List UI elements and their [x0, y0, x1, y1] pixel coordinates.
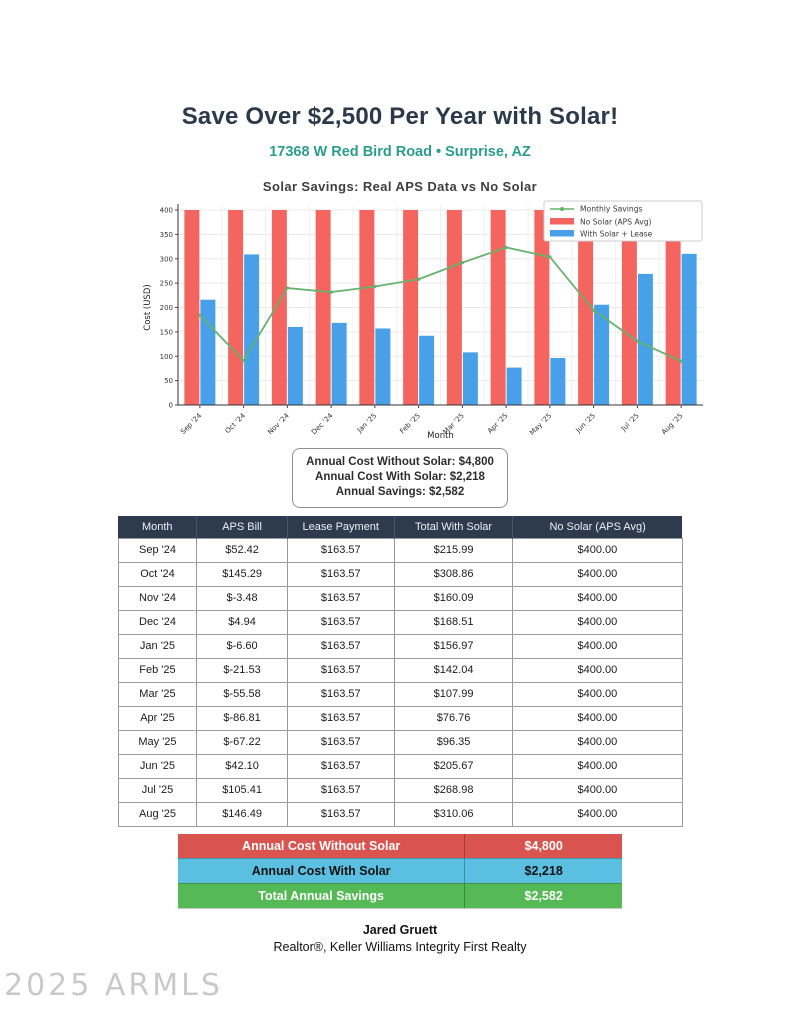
- table-cell: $4.94: [197, 610, 287, 634]
- table-row: [118, 586, 682, 610]
- table-cell: $163.57: [287, 658, 394, 682]
- svg-text:Nov '24: Nov '24: [266, 411, 291, 437]
- table-cell: $163.57: [287, 778, 394, 802]
- summary-label: Total Annual Savings: [178, 883, 465, 908]
- svg-text:100: 100: [159, 352, 173, 361]
- table-cell: $215.99: [394, 538, 512, 562]
- table-header-cell: No Solar (APS Avg): [513, 516, 682, 539]
- page-title: Save Over $2,500 Per Year with Solar!: [181, 103, 619, 130]
- table-cell: $163.57: [287, 538, 394, 562]
- table-cell: $145.29: [197, 562, 287, 586]
- svg-text:Apr '25: Apr '25: [486, 411, 510, 436]
- summary-value: $2,582: [465, 883, 622, 908]
- table-cell: Dec '24: [118, 610, 197, 634]
- table-cell: Aug '25: [118, 802, 197, 826]
- table-cell: $163.57: [287, 610, 394, 634]
- table-cell: Jan '25: [118, 634, 197, 658]
- table-cell: $-3.48: [197, 586, 287, 610]
- svg-text:Monthly Savings: Monthly Savings: [580, 204, 643, 214]
- table-cell: $163.57: [287, 682, 394, 706]
- annotation-line-savings: Annual Savings: $2,582: [335, 486, 465, 499]
- table-cell: $163.57: [287, 754, 394, 778]
- table-cell: Apr '25: [118, 706, 197, 730]
- svg-text:Dec '24: Dec '24: [310, 411, 335, 437]
- table-cell: $400.00: [513, 754, 682, 778]
- table-cell: Sep '24: [118, 538, 197, 562]
- table-cell: $400.00: [513, 730, 682, 754]
- table-cell: $400.00: [513, 706, 682, 730]
- table-cell: $400.00: [513, 682, 682, 706]
- svg-text:350: 350: [159, 230, 173, 239]
- table-cell: $96.35: [394, 730, 512, 754]
- summary-value: $4,800: [465, 834, 622, 859]
- annotation-line-with-solar: Annual Cost With Solar: $2,218: [315, 471, 485, 484]
- table-body: [118, 538, 682, 826]
- svg-text:400: 400: [159, 206, 173, 215]
- svg-text:May '25: May '25: [528, 411, 554, 437]
- table-cell: Jun '25: [118, 754, 197, 778]
- table-cell: $400.00: [513, 802, 682, 826]
- table-cell: $310.06: [394, 802, 512, 826]
- table-cell: $-21.53: [197, 658, 287, 682]
- svg-text:Aug '25: Aug '25: [659, 411, 685, 437]
- property-address: 17368 W Red Bird Road • Surprise, AZ: [269, 144, 531, 160]
- summary-row: [178, 858, 622, 883]
- summary-table: [178, 834, 622, 909]
- table-cell: $-86.81: [197, 706, 287, 730]
- table-row: [118, 562, 682, 586]
- table-cell: $163.57: [287, 730, 394, 754]
- svg-text:0: 0: [168, 401, 173, 410]
- svg-text:Jan '25: Jan '25: [355, 411, 379, 435]
- table-cell: $400.00: [513, 586, 682, 610]
- table-header-cell: Month: [118, 516, 197, 539]
- svg-text:150: 150: [159, 328, 173, 337]
- summary-label: Annual Cost Without Solar: [178, 834, 465, 859]
- summary-body: [178, 834, 622, 909]
- table-cell: $-67.22: [197, 730, 287, 754]
- agent-footer: [0, 923, 800, 954]
- svg-text:Oct '24: Oct '24: [223, 411, 248, 436]
- table-row: [118, 802, 682, 826]
- summary-row: [178, 883, 622, 908]
- table-cell: $156.97: [394, 634, 512, 658]
- table-header-row: [118, 516, 682, 539]
- svg-text:With Solar + Lease: With Solar + Lease: [580, 229, 653, 239]
- table-cell: $400.00: [513, 658, 682, 682]
- table-cell: $-55.58: [197, 682, 287, 706]
- table-cell: $400.00: [513, 562, 682, 586]
- chart-title: Solar Savings: Real APS Data vs No Solar: [262, 179, 538, 194]
- table-cell: $-6.60: [197, 634, 287, 658]
- table-row: [118, 706, 682, 730]
- table-row: [118, 778, 682, 802]
- table-cell: $400.00: [513, 778, 682, 802]
- table-cell: $163.57: [287, 706, 394, 730]
- svg-text:Jun '25: Jun '25: [574, 411, 598, 435]
- table-cell: $142.04: [394, 658, 512, 682]
- table-cell: Oct '24: [118, 562, 197, 586]
- table-cell: $400.00: [513, 538, 682, 562]
- table-row: [118, 754, 682, 778]
- table-cell: $268.98: [394, 778, 512, 802]
- table-cell: $168.51: [394, 610, 512, 634]
- table-header-cell: Lease Payment: [287, 516, 394, 539]
- table-cell: $308.86: [394, 562, 512, 586]
- table-cell: $163.57: [287, 802, 394, 826]
- table-cell: Mar '25: [118, 682, 197, 706]
- svg-text:Feb '25: Feb '25: [398, 411, 423, 436]
- table-cell: $400.00: [513, 634, 682, 658]
- table-cell: $163.57: [287, 586, 394, 610]
- summary-label: Annual Cost With Solar: [178, 858, 465, 883]
- svg-text:Mar '25: Mar '25: [441, 411, 466, 436]
- annotation-row: [0, 448, 800, 508]
- table-cell: $163.57: [287, 634, 394, 658]
- table-cell: $400.00: [513, 610, 682, 634]
- table-cell: $52.42: [197, 538, 287, 562]
- annotation-line-without-solar: Annual Cost Without Solar: $4,800: [306, 456, 494, 468]
- table-cell: Nov '24: [118, 586, 197, 610]
- table-cell: $160.09: [394, 586, 512, 610]
- table-row: [118, 634, 682, 658]
- agent-name: Jared Gruett: [362, 922, 438, 937]
- svg-text:Jul '25: Jul '25: [619, 411, 641, 433]
- monthly-savings-table: [118, 516, 683, 827]
- table-cell: $107.99: [394, 682, 512, 706]
- svg-text:200: 200: [159, 304, 173, 312]
- table-header-cell: APS Bill: [197, 516, 287, 539]
- table-cell: $146.49: [197, 802, 287, 826]
- table-cell: Feb '25: [118, 658, 197, 682]
- savings-chart: [140, 197, 710, 442]
- table-row: [118, 658, 682, 682]
- table-row: [118, 682, 682, 706]
- agent-title-line: Realtor®, Keller Williams Integrity First Realty: [273, 939, 527, 954]
- table-cell: Jul '25: [118, 778, 197, 802]
- table-cell: $42.10: [197, 754, 287, 778]
- svg-text:Month: Month: [427, 431, 454, 441]
- svg-text:Cost (USD): Cost (USD): [143, 284, 153, 331]
- table-row: [118, 538, 682, 562]
- table-cell: $76.76: [394, 706, 512, 730]
- table-cell: $163.57: [287, 562, 394, 586]
- summary-value: $2,218: [465, 858, 622, 883]
- table-head: [118, 516, 682, 539]
- svg-text:No Solar (APS Avg): No Solar (APS Avg): [580, 217, 652, 227]
- armls-watermark: 2025 ARMLS: [4, 968, 223, 1003]
- svg-text:Sep '24: Sep '24: [179, 411, 204, 436]
- svg-text:300: 300: [159, 255, 173, 264]
- table-cell: $105.41: [197, 778, 287, 802]
- table-cell: May '25: [118, 730, 197, 754]
- table-header-cell: Total With Solar: [394, 516, 512, 539]
- svg-text:50: 50: [164, 377, 173, 386]
- annual-summary-box: [292, 448, 508, 508]
- table-row: [118, 610, 682, 634]
- svg-text:250: 250: [159, 279, 173, 288]
- summary-row: [178, 834, 622, 859]
- chart-container: [140, 197, 710, 442]
- table-cell: $205.67: [394, 754, 512, 778]
- table-row: [118, 730, 682, 754]
